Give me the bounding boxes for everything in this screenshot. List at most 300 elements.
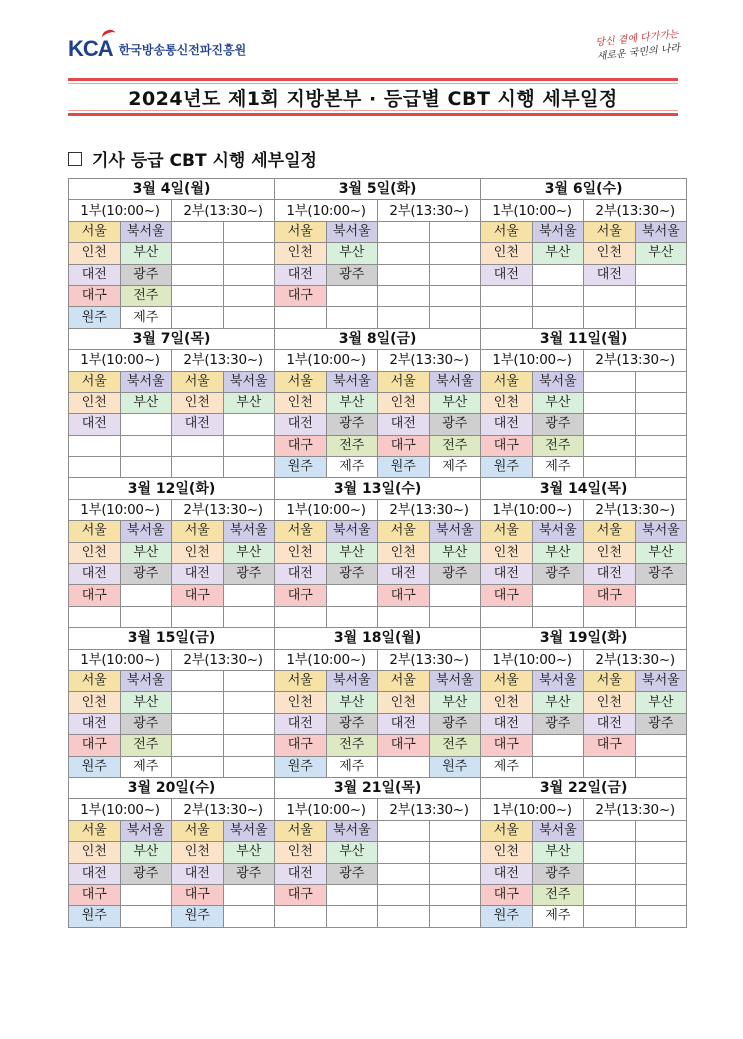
- location-cell: 북서울: [429, 670, 481, 691]
- location-cell: 서울: [69, 670, 121, 691]
- location-cell: 대전: [584, 564, 636, 585]
- location-cell: 북서울: [635, 521, 687, 542]
- session-2-label: 2부(13:30~): [378, 799, 481, 820]
- location-cell: 대전: [275, 564, 327, 585]
- location-row: [69, 564, 687, 585]
- location-cell: 광주: [223, 564, 275, 585]
- location-cell: 제주: [429, 457, 481, 478]
- empty-cell: [172, 307, 224, 328]
- location-cell: 부산: [429, 542, 481, 563]
- location-cell: 광주: [532, 414, 584, 435]
- empty-cell: [223, 692, 275, 713]
- empty-cell: [584, 414, 636, 435]
- location-cell: 광주: [326, 414, 378, 435]
- location-cell: 광주: [429, 564, 481, 585]
- location-cell: 북서울: [635, 670, 687, 691]
- logo-text: KCA: [68, 36, 113, 61]
- empty-cell: [429, 842, 481, 863]
- date-header: 3월 11일(월): [481, 328, 687, 349]
- location-cell: 전주: [120, 285, 172, 306]
- location-cell: 인천: [275, 542, 327, 563]
- empty-cell: [275, 906, 327, 927]
- location-cell: 광주: [326, 564, 378, 585]
- location-cell: 인천: [69, 692, 121, 713]
- empty-cell: [120, 906, 172, 927]
- location-cell: 북서울: [326, 371, 378, 392]
- location-cell: 광주: [532, 713, 584, 734]
- empty-cell: [223, 713, 275, 734]
- location-cell: 광주: [429, 414, 481, 435]
- location-cell: 광주: [532, 863, 584, 884]
- session-2-label: 2부(13:30~): [378, 499, 481, 520]
- location-cell: 부산: [326, 392, 378, 413]
- session-2-label: 2부(13:30~): [584, 499, 687, 520]
- location-cell: 북서울: [635, 221, 687, 242]
- location-cell: 원주: [481, 906, 533, 927]
- session-1-label: 1부(10:00~): [481, 350, 584, 371]
- empty-cell: [532, 307, 584, 328]
- location-cell: 인천: [378, 542, 430, 563]
- location-cell: 북서울: [326, 820, 378, 841]
- location-cell: 부산: [532, 692, 584, 713]
- location-cell: 광주: [635, 713, 687, 734]
- date-row: [69, 777, 687, 798]
- location-cell: 인천: [275, 243, 327, 264]
- empty-cell: [532, 606, 584, 627]
- empty-cell: [172, 606, 224, 627]
- location-cell: 광주: [532, 564, 584, 585]
- location-cell: 대전: [275, 264, 327, 285]
- location-cell: 서울: [172, 371, 224, 392]
- session-2-label: 2부(13:30~): [378, 649, 481, 670]
- location-cell: 대구: [69, 884, 121, 905]
- location-row: [69, 692, 687, 713]
- location-cell: 전주: [532, 884, 584, 905]
- location-cell: 인천: [69, 392, 121, 413]
- empty-cell: [223, 243, 275, 264]
- empty-cell: [120, 606, 172, 627]
- empty-cell: [584, 820, 636, 841]
- location-cell: 대전: [481, 863, 533, 884]
- location-cell: 인천: [584, 243, 636, 264]
- empty-cell: [584, 435, 636, 456]
- date-header: 3월 13일(수): [275, 478, 481, 499]
- location-cell: 원주: [275, 457, 327, 478]
- empty-cell: [120, 884, 172, 905]
- location-cell: 부산: [120, 542, 172, 563]
- logo-swoosh-icon: [101, 28, 118, 43]
- location-cell: 서울: [275, 221, 327, 242]
- location-cell: 제주: [326, 457, 378, 478]
- location-cell: 인천: [69, 243, 121, 264]
- empty-cell: [584, 285, 636, 306]
- session-1-label: 1부(10:00~): [69, 200, 172, 221]
- location-cell: 대전: [378, 414, 430, 435]
- date-header: 3월 7일(목): [69, 328, 275, 349]
- empty-cell: [120, 585, 172, 606]
- location-cell: 부산: [532, 392, 584, 413]
- location-cell: 전주: [326, 735, 378, 756]
- location-cell: 원주: [481, 457, 533, 478]
- section-heading: [68, 146, 317, 171]
- empty-cell: [429, 820, 481, 841]
- location-cell: 대구: [69, 585, 121, 606]
- location-cell: 대전: [172, 414, 224, 435]
- location-cell: 부산: [326, 243, 378, 264]
- empty-cell: [429, 906, 481, 927]
- location-row: [69, 585, 687, 606]
- date-row: [69, 179, 687, 200]
- location-cell: 서울: [584, 221, 636, 242]
- location-cell: 대구: [481, 585, 533, 606]
- location-row: [69, 670, 687, 691]
- location-cell: 인천: [481, 243, 533, 264]
- empty-cell: [120, 457, 172, 478]
- date-header: 3월 18일(월): [275, 628, 481, 649]
- location-cell: 인천: [481, 842, 533, 863]
- session-1-label: 1부(10:00~): [69, 649, 172, 670]
- empty-cell: [378, 307, 430, 328]
- session-1-label: 1부(10:00~): [69, 499, 172, 520]
- session-2-label: 2부(13:30~): [172, 200, 275, 221]
- location-cell: 대전: [69, 414, 121, 435]
- location-cell: 서울: [481, 371, 533, 392]
- slogan-line-1: 당신 곁에 다가가는: [594, 29, 680, 49]
- empty-cell: [172, 435, 224, 456]
- location-cell: 대구: [172, 585, 224, 606]
- location-cell: 부산: [223, 392, 275, 413]
- session-2-label: 2부(13:30~): [378, 350, 481, 371]
- location-cell: 서울: [481, 221, 533, 242]
- empty-cell: [378, 756, 430, 777]
- empty-cell: [635, 820, 687, 841]
- empty-cell: [429, 264, 481, 285]
- location-cell: 광주: [223, 863, 275, 884]
- location-cell: 북서울: [120, 521, 172, 542]
- empty-cell: [378, 842, 430, 863]
- location-cell: 대구: [275, 735, 327, 756]
- empty-cell: [635, 264, 687, 285]
- location-cell: 부산: [120, 392, 172, 413]
- location-cell: 부산: [429, 692, 481, 713]
- date-header: 3월 12일(화): [69, 478, 275, 499]
- slogan: [595, 27, 687, 64]
- location-cell: 북서울: [120, 371, 172, 392]
- kca-logo: [68, 36, 246, 62]
- location-cell: 대구: [378, 435, 430, 456]
- session-2-label: 2부(13:30~): [378, 200, 481, 221]
- empty-cell: [326, 606, 378, 627]
- location-cell: 북서울: [429, 371, 481, 392]
- date-header: 3월 21일(목): [275, 777, 481, 798]
- empty-cell: [326, 285, 378, 306]
- empty-cell: [635, 457, 687, 478]
- location-cell: 서울: [275, 670, 327, 691]
- location-cell: 제주: [120, 307, 172, 328]
- empty-cell: [584, 842, 636, 863]
- empty-cell: [481, 606, 533, 627]
- location-cell: 대전: [172, 564, 224, 585]
- empty-cell: [635, 606, 687, 627]
- location-cell: 대구: [172, 884, 224, 905]
- empty-cell: [378, 863, 430, 884]
- location-row: [69, 863, 687, 884]
- location-row: [69, 243, 687, 264]
- location-cell: 전주: [326, 435, 378, 456]
- empty-cell: [172, 692, 224, 713]
- empty-cell: [635, 735, 687, 756]
- location-cell: 전주: [532, 435, 584, 456]
- location-cell: 대전: [481, 264, 533, 285]
- location-cell: 부산: [120, 243, 172, 264]
- session-2-label: 2부(13:30~): [584, 649, 687, 670]
- session-2-label: 2부(13:30~): [172, 649, 275, 670]
- location-cell: 북서울: [326, 221, 378, 242]
- empty-cell: [172, 264, 224, 285]
- location-row: [69, 884, 687, 905]
- session-row: [69, 649, 687, 670]
- date-row: [69, 478, 687, 499]
- location-cell: 북서울: [326, 670, 378, 691]
- page-title: 2024년도 제1회 지방본부 · 등급별 CBT 시행 세부일정: [128, 87, 618, 110]
- empty-cell: [378, 820, 430, 841]
- empty-cell: [429, 884, 481, 905]
- location-cell: 대전: [275, 713, 327, 734]
- empty-cell: [584, 371, 636, 392]
- empty-cell: [69, 606, 121, 627]
- location-cell: 북서울: [223, 820, 275, 841]
- location-row: [69, 307, 687, 328]
- location-cell: 원주: [69, 906, 121, 927]
- location-cell: 대전: [69, 713, 121, 734]
- location-cell: 제주: [120, 756, 172, 777]
- empty-cell: [635, 842, 687, 863]
- location-cell: 인천: [275, 842, 327, 863]
- location-row: [69, 392, 687, 413]
- location-row: [69, 735, 687, 756]
- location-cell: 대구: [275, 285, 327, 306]
- location-cell: 광주: [120, 713, 172, 734]
- empty-cell: [223, 414, 275, 435]
- location-cell: 인천: [69, 542, 121, 563]
- location-cell: 인천: [481, 692, 533, 713]
- empty-cell: [481, 285, 533, 306]
- location-cell: 부산: [532, 243, 584, 264]
- location-row: [69, 264, 687, 285]
- location-cell: 대전: [378, 564, 430, 585]
- location-cell: 원주: [69, 307, 121, 328]
- slogan-line-2: 새로운 국민의 나라: [596, 42, 681, 63]
- empty-cell: [223, 906, 275, 927]
- empty-cell: [584, 906, 636, 927]
- empty-cell: [635, 414, 687, 435]
- empty-cell: [635, 307, 687, 328]
- location-cell: 대전: [378, 713, 430, 734]
- session-1-label: 1부(10:00~): [275, 350, 378, 371]
- location-cell: 서울: [172, 820, 224, 841]
- location-cell: 광주: [635, 564, 687, 585]
- location-cell: 대전: [69, 564, 121, 585]
- empty-cell: [275, 606, 327, 627]
- empty-cell: [429, 585, 481, 606]
- session-1-label: 1부(10:00~): [481, 200, 584, 221]
- empty-cell: [223, 606, 275, 627]
- empty-cell: [69, 435, 121, 456]
- location-cell: 서울: [378, 521, 430, 542]
- empty-cell: [69, 457, 121, 478]
- location-cell: 전주: [429, 735, 481, 756]
- location-cell: 북서울: [223, 521, 275, 542]
- location-row: [69, 820, 687, 841]
- location-cell: 북서울: [532, 670, 584, 691]
- location-row: [69, 414, 687, 435]
- empty-cell: [584, 307, 636, 328]
- location-cell: 인천: [69, 842, 121, 863]
- location-cell: 대구: [584, 735, 636, 756]
- location-cell: 대전: [275, 863, 327, 884]
- org-name: 한국방송통신전파진흥원: [118, 42, 247, 57]
- location-cell: 북서울: [120, 221, 172, 242]
- location-cell: 대전: [481, 414, 533, 435]
- empty-cell: [172, 713, 224, 734]
- location-cell: 부산: [532, 842, 584, 863]
- schedule-table: [68, 178, 687, 928]
- location-row: [69, 842, 687, 863]
- location-cell: 서울: [481, 670, 533, 691]
- empty-cell: [172, 735, 224, 756]
- location-cell: 북서울: [532, 371, 584, 392]
- location-cell: 서울: [275, 371, 327, 392]
- location-cell: 대구: [481, 435, 533, 456]
- location-cell: 서울: [584, 521, 636, 542]
- location-cell: 서울: [275, 820, 327, 841]
- location-cell: 부산: [326, 542, 378, 563]
- empty-cell: [378, 243, 430, 264]
- empty-cell: [584, 863, 636, 884]
- location-cell: 부산: [223, 542, 275, 563]
- location-cell: 대구: [481, 884, 533, 905]
- empty-cell: [172, 285, 224, 306]
- location-cell: 인천: [172, 842, 224, 863]
- location-cell: 제주: [326, 756, 378, 777]
- empty-cell: [378, 285, 430, 306]
- location-row: [69, 457, 687, 478]
- location-cell: 서울: [69, 820, 121, 841]
- location-cell: 부산: [635, 243, 687, 264]
- date-header: 3월 22일(금): [481, 777, 687, 798]
- location-cell: 광주: [120, 264, 172, 285]
- session-1-label: 1부(10:00~): [275, 200, 378, 221]
- location-cell: 대구: [69, 285, 121, 306]
- empty-cell: [481, 307, 533, 328]
- location-cell: 원주: [275, 756, 327, 777]
- location-cell: 원주: [172, 906, 224, 927]
- session-2-label: 2부(13:30~): [584, 350, 687, 371]
- session-1-label: 1부(10:00~): [275, 649, 378, 670]
- location-cell: 부산: [120, 842, 172, 863]
- location-row: [69, 542, 687, 563]
- location-cell: 대전: [481, 713, 533, 734]
- location-cell: 대전: [481, 564, 533, 585]
- location-cell: 인천: [172, 392, 224, 413]
- date-header: 3월 19일(화): [481, 628, 687, 649]
- location-cell: 서울: [378, 371, 430, 392]
- empty-cell: [326, 906, 378, 927]
- location-cell: 대전: [69, 264, 121, 285]
- empty-cell: [378, 264, 430, 285]
- empty-cell: [635, 756, 687, 777]
- location-row: [69, 221, 687, 242]
- empty-cell: [635, 585, 687, 606]
- location-cell: 인천: [275, 392, 327, 413]
- empty-cell: [635, 906, 687, 927]
- location-cell: 북서울: [120, 670, 172, 691]
- session-1-label: 1부(10:00~): [275, 499, 378, 520]
- location-cell: 북서울: [223, 371, 275, 392]
- empty-cell: [223, 285, 275, 306]
- empty-cell: [275, 307, 327, 328]
- date-header: 3월 20일(수): [69, 777, 275, 798]
- location-cell: 대전: [584, 264, 636, 285]
- empty-cell: [378, 221, 430, 242]
- empty-cell: [584, 457, 636, 478]
- location-cell: 제주: [481, 756, 533, 777]
- empty-cell: [532, 735, 584, 756]
- empty-cell: [172, 457, 224, 478]
- location-cell: 대구: [275, 884, 327, 905]
- date-header: 3월 8일(금): [275, 328, 481, 349]
- location-cell: 제주: [532, 906, 584, 927]
- location-cell: 북서울: [120, 820, 172, 841]
- session-2-label: 2부(13:30~): [584, 799, 687, 820]
- location-row: [69, 606, 687, 627]
- empty-cell: [223, 884, 275, 905]
- location-cell: 원주: [429, 756, 481, 777]
- empty-cell: [429, 243, 481, 264]
- location-cell: 광주: [429, 713, 481, 734]
- empty-cell: [172, 670, 224, 691]
- empty-cell: [223, 221, 275, 242]
- location-cell: 부산: [326, 692, 378, 713]
- empty-cell: [584, 392, 636, 413]
- location-cell: 인천: [584, 542, 636, 563]
- location-row: [69, 435, 687, 456]
- empty-cell: [635, 371, 687, 392]
- location-row: [69, 756, 687, 777]
- checkbox-square-icon: [68, 152, 82, 166]
- empty-cell: [532, 285, 584, 306]
- empty-cell: [532, 264, 584, 285]
- section-title: 기사 등급 CBT 시행 세부일정: [92, 151, 317, 171]
- empty-cell: [326, 585, 378, 606]
- session-2-label: 2부(13:30~): [584, 200, 687, 221]
- session-2-label: 2부(13:30~): [172, 350, 275, 371]
- empty-cell: [223, 756, 275, 777]
- location-cell: 대구: [584, 585, 636, 606]
- location-cell: 전주: [429, 435, 481, 456]
- location-cell: 원주: [69, 756, 121, 777]
- location-row: [69, 285, 687, 306]
- location-cell: 대구: [275, 585, 327, 606]
- session-row: [69, 499, 687, 520]
- empty-cell: [120, 435, 172, 456]
- location-cell: 서울: [69, 221, 121, 242]
- location-cell: 인천: [172, 542, 224, 563]
- empty-cell: [326, 307, 378, 328]
- location-cell: 원주: [378, 457, 430, 478]
- location-cell: 인천: [481, 392, 533, 413]
- session-1-label: 1부(10:00~): [481, 499, 584, 520]
